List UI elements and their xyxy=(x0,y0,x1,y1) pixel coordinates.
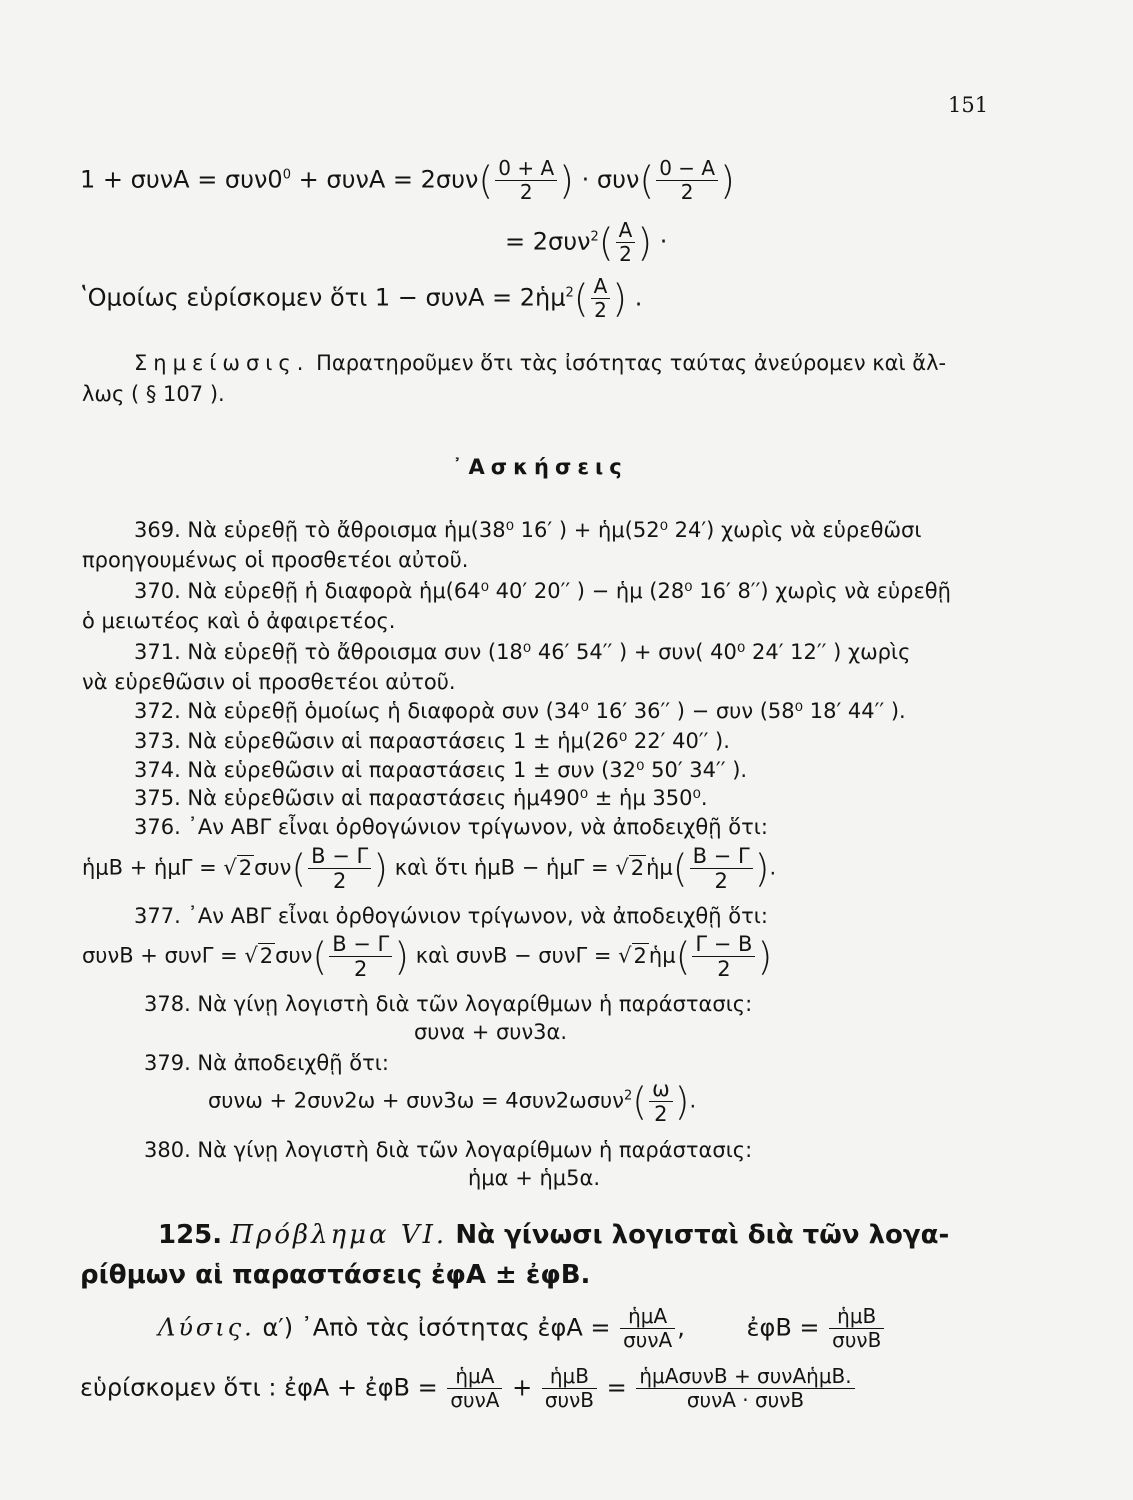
eq1-fraction-2: $\frac{0 - A}{2}$ xyxy=(656,158,718,203)
exercise-380-text: 380. Νὰ γίνῃ λογιστὴ διὰ τῶν λογαρίθμων ἡ παράστασις: xyxy=(144,1138,753,1162)
problem-title-2: ρίθμων αἱ παραστάσεις ἐφA ± ἐφB. xyxy=(80,1260,591,1290)
solution-fraction-1: $\frac{\text{ἡμA}}{\text{συνA}}$ xyxy=(620,1306,675,1351)
eq1-mid: + συνA = 2συν xyxy=(290,165,479,194)
exercise-369-line-2: προηγουμένως οἱ προσθετέοι αὐτοῦ. xyxy=(82,548,469,572)
solution-label: Λύσις. xyxy=(158,1313,255,1342)
exercise-378-text: 378. Νὰ γίνῃ λογιστὴ διὰ τῶν λογαρίθμων ἡ παράστασις: xyxy=(144,992,753,1016)
solution-fraction-2: $\frac{\text{ἡμB}}{\text{συνB}}$ xyxy=(829,1306,884,1351)
remark-line-2: λως ( § 107 ). xyxy=(82,382,225,406)
exercise-370-line-1: 370. Νὰ εὑρεθῇ ἡ διαφορὰ ἡμ(64⁰ 40′ 20′′ ) − ἡμ (28⁰ 16′ 8′′) χωρὶς νὰ εὑρεθῇ xyxy=(134,579,951,603)
exercise-374: 374. Νὰ εὑρεθῶσιν αἱ παραστάσεις 1 ± συν (32⁰ 50′ 34′′ ). xyxy=(134,758,748,782)
exercise-376-formula: ἡμB + ἡμΓ = √2συν( $\frac{B - \Gamma}{2}$ ) καὶ ὅτι ἡμB − ἡμΓ = √2ἡμ( $\frac{B - \Gamma}{2}$ ). xyxy=(82,844,777,894)
solution-fraction-4: $\frac{\text{ἡμB}}{\text{συνB}}$ xyxy=(542,1366,597,1411)
ex376-fraction-1: $\frac{B - \Gamma}{2}$ xyxy=(308,845,371,892)
exercise-377-text: 377. ᾽Αν ΑΒΓ εἶναι ὀρθογώνιον τρίγωνον, νὰ ἀποδειχθῇ ὅτι: xyxy=(134,904,768,928)
eq3-fraction: $\frac{A}{2}$ xyxy=(591,276,611,321)
exercise-376-text: 376. ᾽Αν ΑΒΓ εἶναι ὀρθογώνιον τρίγωνον, νὰ ἀποδειχθῇ ὅτι: xyxy=(134,815,768,839)
ex376-fraction-2: $\frac{B - \Gamma}{2}$ xyxy=(690,845,753,892)
exercises-heading: ᾿Ασκήσεις xyxy=(452,455,628,479)
problem-number: 125. xyxy=(158,1220,223,1250)
exercise-372: 372. Νὰ εὑρεθῇ ὁμοίως ἡ διαφορὰ συν (34⁰ 16′ 36′′ ) − συν (58⁰ 18′ 44′′ ). xyxy=(134,699,906,723)
exercise-371-line-2: νὰ εὑρεθῶσιν οἱ προσθετέοι αὐτοῦ. xyxy=(82,670,456,694)
exercise-373: 373. Νὰ εὑρεθῶσιν αἱ παραστάσεις 1 ± ἡμ(26⁰ 22′ 40′′ ). xyxy=(134,729,730,753)
eq1-lhs: 1 + συνA = συν0 xyxy=(80,165,283,194)
ex377-fraction-2: $\frac{\Gamma - B}{2}$ xyxy=(692,933,755,980)
exercise-379-formula: συνω + 2συν2ω + συν3ω = 4συν2ωσυν$^2$( $\frac{\omega}{2}$ ). xyxy=(208,1077,697,1127)
exercise-380-formula: ἡμα + ἡμ5α. xyxy=(468,1166,601,1190)
eq1-fraction-1: $\frac{0 + A}{2}$ xyxy=(495,158,557,203)
solution-line-2: εὑρίσκομεν ὅτι : ἐφA + ἐφB = $\frac{\text{ἡμA}}{\text{συνA}}$ + $\frac{\text{ἡμB}}{\text{συνB}}$ = $\frac{\text{ἡμAσυνB + συνAἡμB.}}{\text{συνA · συνB}}$ xyxy=(80,1366,857,1411)
solution-fraction-5: $\frac{\text{ἡμAσυνB + συνAἡμB.}}{\text{συνA · συνB}}$ xyxy=(636,1366,854,1411)
eq2-fraction: $\frac{A}{2}$ xyxy=(616,220,636,265)
eq1-dot: · συν xyxy=(573,165,640,194)
remark-line-1 xyxy=(134,353,946,374)
remark-title: Σημείωσις. xyxy=(134,351,310,375)
exercise-371-line-1: 371. Νὰ εὑρεθῇ τὸ ἄθροισμα συν (18⁰ 46′ 54′′ ) + συν( 40⁰ 24′ 12′′ ) χωρὶς xyxy=(134,640,911,664)
exercise-377-formula: συνB + συνΓ = √2συν( $\frac{B - \Gamma}{2}$ ) καὶ συνB − συνΓ = √2ἡμ( $\frac{\Gamma - B}{2}$ ) xyxy=(82,932,773,982)
exercise-379-text: 379. Νὰ ἀποδειχθῇ ὅτι: xyxy=(144,1051,389,1075)
exercise-369-line-1: 369. Νὰ εὑρεθῇ τὸ ἄθροισμα ἡμ(38⁰ 16′ ) + ἡμ(52⁰ 24′) χωρὶς νὰ εὑρεθῶσι xyxy=(134,518,922,542)
problem-title-1: Νὰ γίνωσι λογισταὶ διὰ τῶν λογα- xyxy=(455,1220,950,1250)
exercise-370-line-2: ὁ μειωτέος καὶ ὁ ἀφαιρετέος. xyxy=(82,609,396,633)
equation-2: = 2συν$^2$( $\frac{A}{2}$ ) · xyxy=(505,218,668,266)
exercise-375: 375. Νὰ εὑρεθῶσιν αἱ παραστάσεις ἡμ490⁰ ± ἡμ 350⁰. xyxy=(134,786,708,810)
solution-fraction-3: $\frac{\text{ἡμA}}{\text{συνA}}$ xyxy=(447,1366,502,1411)
remark-text: Παρατηροῦμεν ὅτι τὰς ἰσότητας ταύτας ἀνεύρομεν καὶ ἄλ- xyxy=(316,351,947,375)
solution-line-1: Λύσις. α′) ᾽Απὸ τὰς ἰσότητας ἐφA = $\frac{\text{ἡμA}}{\text{συνA}}$ , ἐφB = $\frac{\text{ἡμB}}{\text{συνB}}$ xyxy=(158,1306,886,1351)
eq1-degree: 0 xyxy=(282,167,291,183)
problem-label: Πρόβλημα VI. xyxy=(230,1220,448,1250)
ex379-fraction: $\frac{\omega}{2}$ xyxy=(649,1078,673,1125)
ex377-fraction-1: $\frac{B - \Gamma}{2}$ xyxy=(329,933,392,980)
problem-heading xyxy=(158,1222,949,1248)
equation-3: ʽΟμοίως εὑρίσκομεν ὅτι 1 − συνA = 2ἡμ$^2$( $\frac{A}{2}$ ) . xyxy=(80,274,643,322)
page-number: 151 xyxy=(948,93,989,117)
equation-1: $1 + \sigma\upsilon\nu A = \sigma\upsilon\nu 0^0 + \sigma\upsilon\nu A = 2\sigma\upsilon\nu$( $\frac{0 + A}{2}$ ) · συν( $\frac{0 - A}{2}$ ) xyxy=(80,156,735,204)
exercise-378-formula: συνα + συν3α. xyxy=(414,1020,568,1044)
